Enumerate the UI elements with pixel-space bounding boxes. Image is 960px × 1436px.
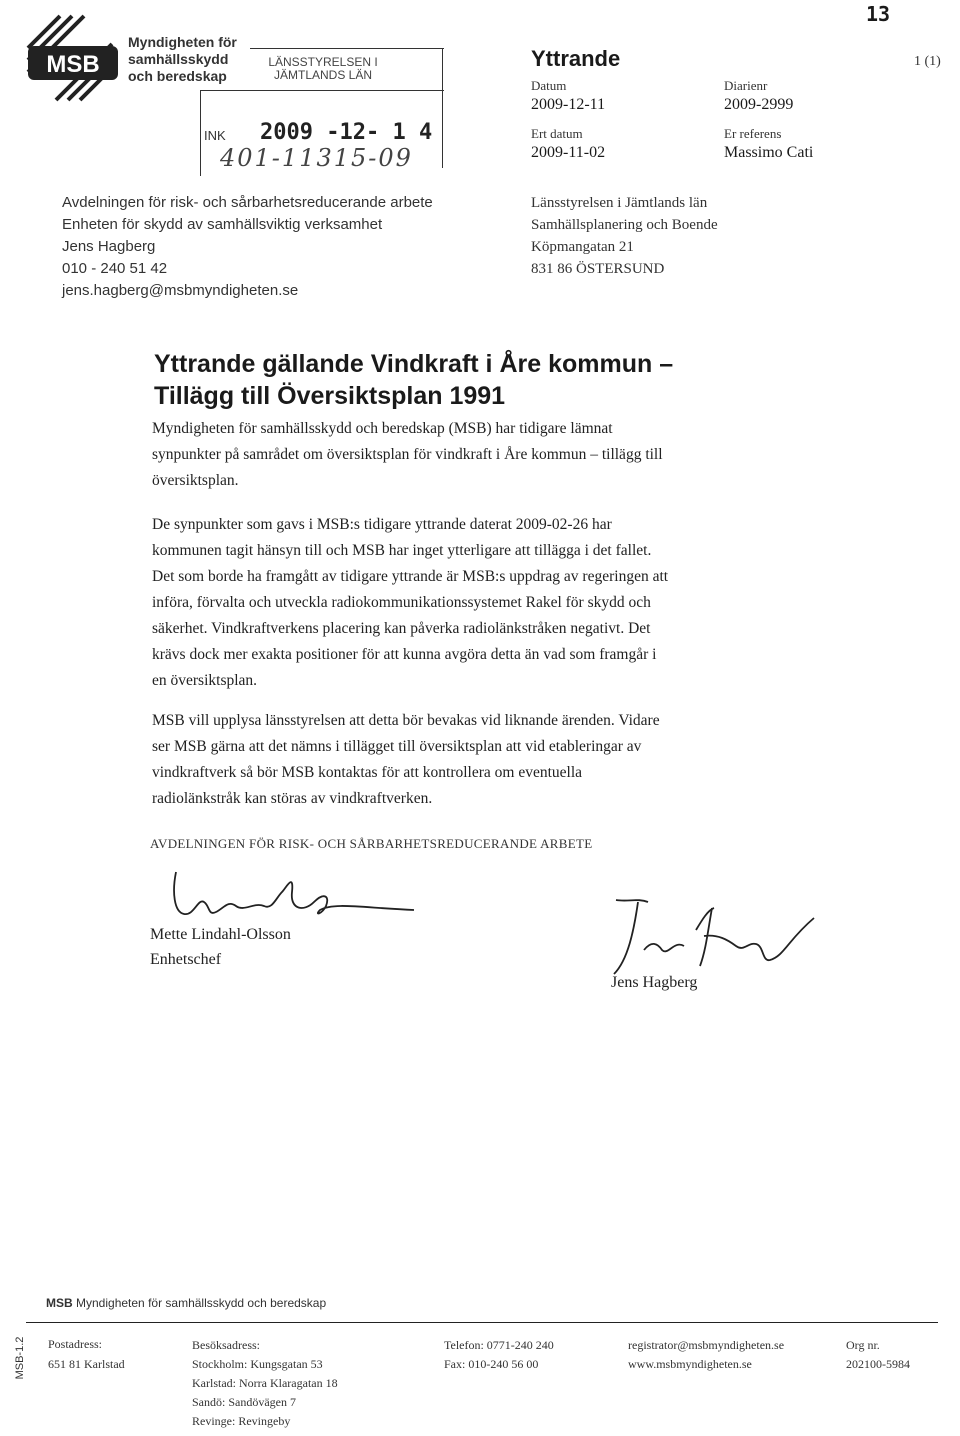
- footer-besok: [192, 1336, 338, 1431]
- signer-1-title: Enhetschef: [150, 951, 222, 968]
- footer-org: [46, 1296, 326, 1310]
- sender-block: [62, 192, 433, 302]
- document-title: [154, 348, 673, 412]
- fax: Fax: 010-240 56 00: [444, 1357, 539, 1371]
- paragraph-line: en översiktsplan.: [152, 672, 258, 689]
- svg-text:MSB: MSB: [46, 51, 100, 78]
- besok-line: Revinge: Revingeby: [192, 1414, 291, 1428]
- sender-line: jens.hagberg@msbmyndigheten.se: [62, 282, 299, 299]
- org-nr-value: 202100-5984: [846, 1357, 910, 1371]
- paragraph-line: översiktsplan.: [152, 472, 239, 489]
- stamp-date: 2009 -12- 1 4: [260, 120, 433, 145]
- logo-line-1: Myndigheten för: [128, 34, 237, 50]
- recipient-line: Samhällsplanering och Boende: [531, 217, 718, 233]
- besok-line: Sandö: Sandövägen 7: [192, 1395, 296, 1409]
- paragraph-line: krävs dock mer exakta positioner för att kunna avgöra detta än vad som framgår i: [152, 646, 657, 663]
- footer-org-bold: MSB: [46, 1296, 73, 1310]
- title-line-1: Yttrande gällande Vindkraft i Åre kommun –: [154, 350, 674, 378]
- footer-side-code: MSB-1.2: [14, 1336, 26, 1380]
- paragraph-1: [152, 416, 663, 494]
- recipient-line: Köpmangatan 21: [531, 239, 634, 255]
- diarienr-label: Diarienr: [724, 78, 768, 93]
- postadress-value: 651 81 Karlstad: [48, 1357, 125, 1371]
- stamp-ink-label: INK: [204, 128, 226, 143]
- stamp-handwritten-number: 401-11315-09: [220, 144, 413, 172]
- signer-1-name: Mette Lindahl-Olsson: [150, 926, 291, 943]
- datum-value: 2009-12-11: [531, 96, 606, 113]
- page-number: 13: [866, 2, 891, 26]
- ert-datum-value: 2009-11-02: [531, 144, 606, 161]
- footer-orgnr: [846, 1336, 910, 1374]
- web-link[interactable]: www.msbmyndigheten.se: [628, 1357, 752, 1371]
- postadress-label: Postadress:: [48, 1337, 102, 1351]
- doc-type: Yttrande: [531, 46, 621, 71]
- paragraph-2: [152, 512, 668, 694]
- besok-label: Besöksadress:: [192, 1338, 260, 1352]
- footer-postadress: [48, 1336, 125, 1372]
- paragraph-line: synpunkter på samrådet om översiktsplan för vindkraft i Åre kommun – tillägg till: [152, 446, 663, 463]
- received-stamp: [200, 48, 444, 176]
- telefon: Telefon: 0771-240 240: [444, 1338, 554, 1352]
- msb-logo-mark: [20, 8, 120, 108]
- paragraph-line: MSB vill upplysa länsstyrelsen att detta bör bevakas vid liknande ärenden. Vidare: [152, 712, 660, 729]
- page-count: 1 (1): [914, 54, 941, 69]
- logo-line-2: samhällsskydd: [128, 51, 229, 67]
- signature-2: [588, 890, 828, 980]
- signer-1-block: [150, 922, 291, 972]
- signer-2-name: Jens Hagberg: [611, 974, 698, 991]
- email-link[interactable]: registrator@msbmyndigheten.se: [628, 1338, 785, 1352]
- sender-line: Avdelningen för risk- och sårbarhetsreducerande arbete: [62, 194, 433, 211]
- footer-contact: [628, 1336, 784, 1374]
- recipient-block: [531, 192, 718, 280]
- ert-datum-label: Ert datum: [531, 126, 583, 141]
- org-nr-label: Org nr.: [846, 1338, 880, 1352]
- paragraph-3: [152, 708, 660, 812]
- paragraph-line: ser MSB gärna att det nämns i tillägget till översiktsplan att vid etableringar av: [152, 738, 642, 755]
- recipient-line: 831 86 ÖSTERSUND: [531, 261, 665, 277]
- besok-line: Stockholm: Kungsgatan 53: [192, 1357, 323, 1371]
- title-line-2: Tillägg till Översiktsplan 1991: [154, 382, 506, 410]
- paragraph-line: vindkraftverk så bör MSB kontaktas för att kontrollera om eventuella: [152, 764, 583, 781]
- besok-line: Karlstad: Norra Klaragatan 18: [192, 1376, 338, 1390]
- stamp-line-2: JÄMTLANDS LÄN: [273, 68, 373, 82]
- footer-phone: [444, 1336, 554, 1374]
- er-referens-value: Massimo Cati: [724, 144, 814, 161]
- er-referens-label: Er referens: [724, 126, 782, 141]
- paragraph-line: säkerhet. Vindkraftverkens placering kan påverka radiolänkstråken negativt. Det: [152, 620, 651, 637]
- footer-divider: [26, 1322, 938, 1323]
- paragraph-line: De synpunkter som gavs i MSB:s tidigare yttrande daterat 2009-02-26 har: [152, 516, 612, 533]
- sender-line: Jens Hagberg: [62, 238, 156, 255]
- msb-logo: [20, 8, 120, 108]
- stamp-line-1: LÄNSSTYRELSEN I: [268, 55, 378, 69]
- logo-line-3: och beredskap: [128, 68, 227, 84]
- paragraph-line: Myndigheten för samhällsskydd och beredskap (MSB) har tidigare lämnat: [152, 420, 613, 437]
- paragraph-line: radiolänkstråk kan störas av vindkraftverken.: [152, 790, 433, 807]
- paragraph-line: införa, förvalta och utveckla radiokommunikationssystemet Rakel för skydd och: [152, 594, 651, 611]
- paragraph-line: Det som borde ha framgått av tidigare yttrande är MSB:s uppdrag av regeringen att: [152, 568, 669, 585]
- datum-label: Datum: [531, 78, 567, 93]
- sender-line: 010 - 240 51 42: [62, 260, 168, 277]
- department-heading: AVDELNINGEN FÖR RISK- OCH SÅRBARHETSREDUCERANDE ARBETE: [150, 836, 593, 851]
- recipient-line: Länsstyrelsen i Jämtlands län: [531, 195, 708, 211]
- diarienr-value: 2009-2999: [724, 96, 794, 113]
- sender-line: Enheten för skydd av samhällsviktig verksamhet: [62, 216, 383, 233]
- paragraph-line: kommunen tagit hänsyn till och MSB har inget ytterligare att tillägga i det fallet.: [152, 542, 652, 559]
- footer-org-name: Myndigheten för samhällsskydd och beredskap: [76, 1296, 327, 1310]
